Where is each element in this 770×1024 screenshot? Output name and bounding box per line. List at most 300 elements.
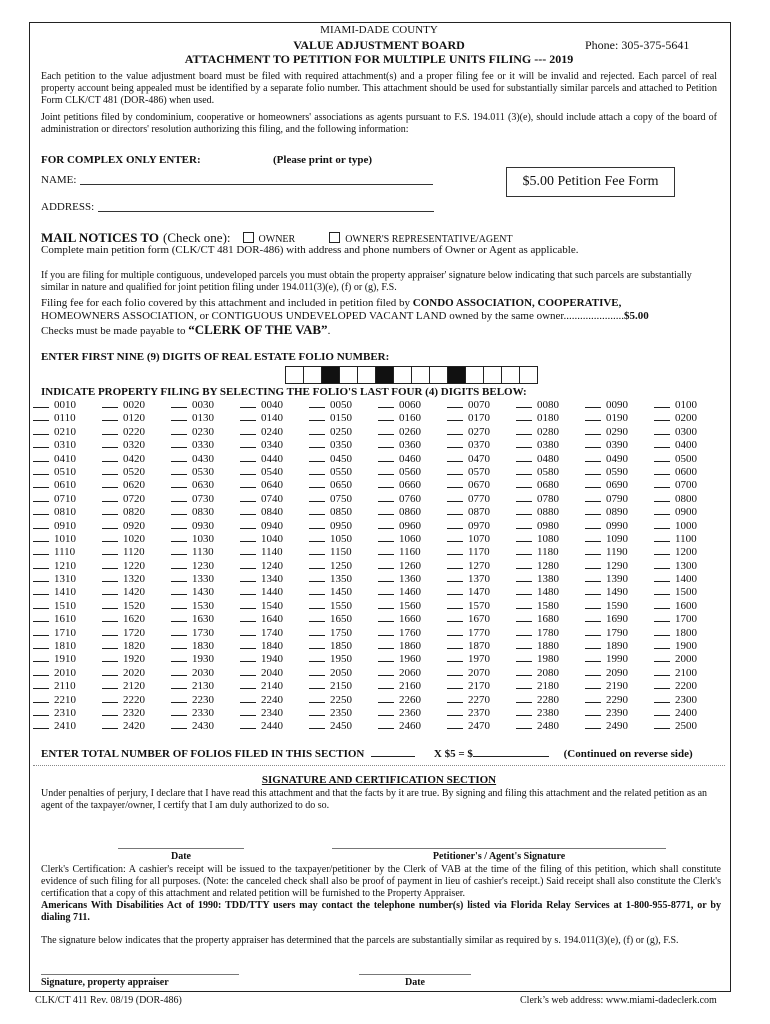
folio-option-blank[interactable] — [102, 466, 118, 475]
folio-option[interactable] — [33, 533, 102, 546]
folio-option-blank[interactable] — [378, 533, 394, 542]
folio-option[interactable] — [654, 426, 723, 439]
folio-option-blank[interactable] — [447, 412, 463, 421]
folio-option-blank[interactable] — [33, 493, 49, 502]
folio-option-blank[interactable] — [33, 453, 49, 462]
folio-option[interactable] — [102, 560, 171, 573]
folio-option[interactable] — [654, 533, 723, 546]
folio-option-blank[interactable] — [378, 560, 394, 569]
folio-option-blank[interactable] — [378, 466, 394, 475]
folio-option[interactable] — [378, 680, 447, 693]
folio-option-blank[interactable] — [240, 573, 256, 582]
total-amount-field[interactable] — [473, 747, 549, 757]
folio-option-blank[interactable] — [33, 720, 49, 729]
folio-option-blank[interactable] — [309, 707, 325, 716]
folio-option[interactable] — [447, 479, 516, 492]
folio-option-blank[interactable] — [654, 506, 670, 515]
folio-option[interactable] — [585, 533, 654, 546]
folio-option[interactable] — [654, 586, 723, 599]
folio-option[interactable] — [240, 546, 309, 559]
folio-option-blank[interactable] — [447, 613, 463, 622]
folio-option[interactable] — [516, 453, 585, 466]
folio-option-blank[interactable] — [240, 667, 256, 676]
folio-option[interactable] — [102, 426, 171, 439]
folio-option[interactable] — [240, 627, 309, 640]
folio-option[interactable] — [171, 466, 240, 479]
folio-option-blank[interactable] — [309, 533, 325, 542]
folio-option[interactable] — [171, 546, 240, 559]
folio-option[interactable] — [516, 640, 585, 653]
folio-option[interactable] — [585, 426, 654, 439]
folio-option[interactable] — [33, 506, 102, 519]
folio-option-blank[interactable] — [309, 573, 325, 582]
folio-option[interactable] — [240, 439, 309, 452]
folio-option[interactable] — [378, 707, 447, 720]
folio-option[interactable] — [171, 653, 240, 666]
folio-option[interactable] — [33, 667, 102, 680]
folio-option[interactable] — [585, 479, 654, 492]
folio-option-blank[interactable] — [447, 627, 463, 636]
folio-option[interactable] — [33, 439, 102, 452]
folio-option-blank[interactable] — [171, 479, 187, 488]
folio-option[interactable] — [171, 680, 240, 693]
folio-option-blank[interactable] — [447, 560, 463, 569]
folio-digit-box[interactable] — [411, 366, 430, 384]
folio-option[interactable] — [102, 694, 171, 707]
folio-option-blank[interactable] — [447, 439, 463, 448]
folio-option[interactable] — [309, 694, 378, 707]
folio-option[interactable] — [585, 680, 654, 693]
folio-option[interactable] — [447, 627, 516, 640]
folio-option[interactable] — [654, 680, 723, 693]
folio-option-blank[interactable] — [102, 720, 118, 729]
name-field[interactable] — [80, 184, 433, 185]
folio-option-blank[interactable] — [309, 412, 325, 421]
folio-option[interactable] — [378, 533, 447, 546]
folio-option[interactable] — [102, 546, 171, 559]
folio-option-blank[interactable] — [240, 399, 256, 408]
folio-option[interactable] — [171, 506, 240, 519]
folio-option[interactable] — [240, 707, 309, 720]
folio-option-blank[interactable] — [447, 720, 463, 729]
folio-option[interactable] — [585, 667, 654, 680]
folio-option[interactable] — [171, 520, 240, 533]
folio-digit-box[interactable] — [285, 366, 304, 384]
folio-option[interactable] — [585, 627, 654, 640]
folio-option-blank[interactable] — [378, 573, 394, 582]
folio-option[interactable] — [33, 546, 102, 559]
folio-option-blank[interactable] — [240, 707, 256, 716]
folio-option[interactable] — [378, 640, 447, 653]
folio-option-blank[interactable] — [240, 600, 256, 609]
folio-option[interactable] — [240, 466, 309, 479]
folio-option-blank[interactable] — [33, 426, 49, 435]
folio-option-blank[interactable] — [654, 493, 670, 502]
folio-option-blank[interactable] — [171, 520, 187, 529]
folio-option-blank[interactable] — [378, 426, 394, 435]
folio-option-blank[interactable] — [378, 640, 394, 649]
appraiser-signature-line[interactable] — [41, 974, 239, 975]
folio-option[interactable] — [171, 720, 240, 733]
folio-option-blank[interactable] — [171, 680, 187, 689]
folio-option[interactable] — [33, 479, 102, 492]
folio-option[interactable] — [102, 479, 171, 492]
folio-option[interactable] — [378, 613, 447, 626]
folio-option[interactable] — [654, 640, 723, 653]
folio-option-blank[interactable] — [654, 453, 670, 462]
folio-option-blank[interactable] — [33, 439, 49, 448]
folio-option-blank[interactable] — [102, 707, 118, 716]
folio-option[interactable] — [516, 439, 585, 452]
folio-option[interactable] — [171, 613, 240, 626]
folio-option-blank[interactable] — [516, 493, 532, 502]
folio-option[interactable] — [171, 426, 240, 439]
folio-option[interactable] — [447, 600, 516, 613]
folio-option-blank[interactable] — [33, 546, 49, 555]
folio-option-blank[interactable] — [516, 694, 532, 703]
folio-option-blank[interactable] — [309, 466, 325, 475]
folio-option-blank[interactable] — [378, 412, 394, 421]
folio-option[interactable] — [171, 453, 240, 466]
folio-option-blank[interactable] — [654, 466, 670, 475]
folio-option[interactable] — [654, 453, 723, 466]
folio-option[interactable] — [102, 399, 171, 412]
folio-option-blank[interactable] — [240, 586, 256, 595]
folio-option[interactable] — [447, 560, 516, 573]
folio-option-blank[interactable] — [378, 707, 394, 716]
petitioner-signature-line[interactable] — [332, 848, 666, 849]
folio-option-blank[interactable] — [171, 399, 187, 408]
folio-option[interactable] — [654, 546, 723, 559]
folio-option-blank[interactable] — [102, 680, 118, 689]
folio-option-blank[interactable] — [447, 667, 463, 676]
folio-option-blank[interactable] — [171, 613, 187, 622]
folio-option-blank[interactable] — [33, 412, 49, 421]
folio-option-blank[interactable] — [378, 694, 394, 703]
folio-option-blank[interactable] — [516, 560, 532, 569]
folio-option[interactable] — [102, 640, 171, 653]
folio-option[interactable] — [171, 493, 240, 506]
folio-option[interactable] — [585, 520, 654, 533]
folio-option-blank[interactable] — [240, 412, 256, 421]
folio-option[interactable] — [171, 479, 240, 492]
folio-option-blank[interactable] — [585, 667, 601, 676]
folio-option[interactable] — [240, 493, 309, 506]
folio-option[interactable] — [33, 680, 102, 693]
folio-option-blank[interactable] — [102, 694, 118, 703]
folio-option[interactable] — [309, 573, 378, 586]
folio-option-blank[interactable] — [654, 707, 670, 716]
folio-option-blank[interactable] — [33, 560, 49, 569]
folio-option-blank[interactable] — [654, 667, 670, 676]
folio-option[interactable] — [447, 613, 516, 626]
folio-option[interactable] — [447, 546, 516, 559]
folio-option-blank[interactable] — [378, 586, 394, 595]
folio-option-blank[interactable] — [585, 399, 601, 408]
folio-option[interactable] — [33, 707, 102, 720]
folio-option[interactable] — [654, 667, 723, 680]
folio-option-blank[interactable] — [447, 694, 463, 703]
folio-option[interactable] — [33, 412, 102, 425]
folio-option-blank[interactable] — [654, 653, 670, 662]
folio-option-blank[interactable] — [378, 627, 394, 636]
folio-option-blank[interactable] — [447, 573, 463, 582]
folio-option-blank[interactable] — [585, 520, 601, 529]
folio-digit-box[interactable] — [393, 366, 412, 384]
folio-option-blank[interactable] — [309, 627, 325, 636]
folio-option[interactable] — [585, 399, 654, 412]
folio-option-blank[interactable] — [516, 707, 532, 716]
folio-option-blank[interactable] — [585, 600, 601, 609]
folio-option[interactable] — [240, 586, 309, 599]
folio-option-blank[interactable] — [585, 453, 601, 462]
folio-option-blank[interactable] — [102, 613, 118, 622]
folio-option-blank[interactable] — [585, 613, 601, 622]
folio-option-blank[interactable] — [447, 493, 463, 502]
folio-option-blank[interactable] — [171, 412, 187, 421]
folio-option-blank[interactable] — [516, 466, 532, 475]
folio-option-blank[interactable] — [654, 399, 670, 408]
folio-option[interactable] — [447, 694, 516, 707]
folio-option-blank[interactable] — [516, 667, 532, 676]
folio-option[interactable] — [33, 560, 102, 573]
folio-option-blank[interactable] — [516, 506, 532, 515]
folio-option-blank[interactable] — [102, 506, 118, 515]
agent-checkbox[interactable] — [329, 232, 340, 243]
folio-option-blank[interactable] — [378, 653, 394, 662]
folio-option-blank[interactable] — [240, 680, 256, 689]
folio-option[interactable] — [33, 613, 102, 626]
folio-option[interactable] — [309, 439, 378, 452]
folio-option-blank[interactable] — [516, 546, 532, 555]
folio-option[interactable] — [33, 586, 102, 599]
folio-option-blank[interactable] — [309, 426, 325, 435]
folio-option-blank[interactable] — [240, 560, 256, 569]
folio-option-blank[interactable] — [654, 694, 670, 703]
folio-option-blank[interactable] — [585, 720, 601, 729]
folio-option-blank[interactable] — [240, 546, 256, 555]
folio-option-blank[interactable] — [447, 600, 463, 609]
folio-option-blank[interactable] — [654, 720, 670, 729]
folio-option[interactable] — [33, 453, 102, 466]
folio-option[interactable] — [585, 600, 654, 613]
folio-option[interactable] — [171, 707, 240, 720]
folio-option-blank[interactable] — [171, 573, 187, 582]
owner-checkbox[interactable] — [243, 232, 254, 243]
folio-option-blank[interactable] — [585, 546, 601, 555]
folio-option[interactable] — [240, 613, 309, 626]
folio-option-blank[interactable] — [516, 613, 532, 622]
folio-option[interactable] — [516, 680, 585, 693]
folio-option[interactable] — [171, 439, 240, 452]
folio-option[interactable] — [309, 453, 378, 466]
folio-option-blank[interactable] — [102, 573, 118, 582]
folio-option-blank[interactable] — [33, 627, 49, 636]
folio-option-blank[interactable] — [654, 412, 670, 421]
folio-option[interactable] — [240, 399, 309, 412]
folio-option[interactable] — [447, 707, 516, 720]
folio-option-blank[interactable] — [516, 640, 532, 649]
folio-option[interactable] — [309, 627, 378, 640]
folio-option[interactable] — [33, 493, 102, 506]
folio-option[interactable] — [240, 653, 309, 666]
folio-option[interactable] — [102, 573, 171, 586]
folio-option-blank[interactable] — [654, 627, 670, 636]
folio-option-blank[interactable] — [378, 613, 394, 622]
folio-option-blank[interactable] — [102, 533, 118, 542]
folio-option[interactable] — [378, 453, 447, 466]
folio-option[interactable] — [378, 560, 447, 573]
folio-option[interactable] — [516, 653, 585, 666]
folio-option-blank[interactable] — [378, 506, 394, 515]
folio-option-blank[interactable] — [654, 426, 670, 435]
folio-option[interactable] — [516, 560, 585, 573]
folio-option[interactable] — [33, 520, 102, 533]
folio-option[interactable] — [516, 506, 585, 519]
folio-option-blank[interactable] — [102, 627, 118, 636]
folio-option[interactable] — [171, 533, 240, 546]
folio-option[interactable] — [309, 680, 378, 693]
folio-option[interactable] — [378, 426, 447, 439]
folio-option-blank[interactable] — [171, 453, 187, 462]
folio-option-blank[interactable] — [516, 573, 532, 582]
folio-option[interactable] — [102, 707, 171, 720]
folio-option[interactable] — [447, 586, 516, 599]
folio-option[interactable] — [171, 667, 240, 680]
folio-option[interactable] — [654, 694, 723, 707]
folio-option-blank[interactable] — [516, 720, 532, 729]
folio-option-blank[interactable] — [102, 479, 118, 488]
folio-option-blank[interactable] — [33, 520, 49, 529]
folio-option-blank[interactable] — [516, 653, 532, 662]
folio-option[interactable] — [240, 533, 309, 546]
folio-digit-box[interactable] — [483, 366, 502, 384]
folio-option-blank[interactable] — [240, 479, 256, 488]
folio-option[interactable] — [447, 453, 516, 466]
folio-option-blank[interactable] — [447, 426, 463, 435]
folio-option-blank[interactable] — [516, 627, 532, 636]
folio-option-blank[interactable] — [585, 653, 601, 662]
folio-option-blank[interactable] — [33, 533, 49, 542]
folio-option-blank[interactable] — [102, 653, 118, 662]
folio-option[interactable] — [654, 720, 723, 733]
folio-option[interactable] — [171, 573, 240, 586]
folio-option[interactable] — [33, 399, 102, 412]
folio-option-blank[interactable] — [240, 533, 256, 542]
folio-option[interactable] — [171, 412, 240, 425]
folio-option[interactable] — [33, 627, 102, 640]
folio-option-blank[interactable] — [171, 653, 187, 662]
folio-option-blank[interactable] — [102, 640, 118, 649]
folio-option-blank[interactable] — [654, 600, 670, 609]
folio-option-blank[interactable] — [585, 560, 601, 569]
folio-option-blank[interactable] — [240, 493, 256, 502]
folio-option-blank[interactable] — [309, 520, 325, 529]
folio-option[interactable] — [171, 560, 240, 573]
folio-option[interactable] — [171, 399, 240, 412]
folio-option-blank[interactable] — [102, 399, 118, 408]
folio-option[interactable] — [102, 506, 171, 519]
folio-option[interactable] — [309, 520, 378, 533]
folio-option[interactable] — [516, 586, 585, 599]
folio-option[interactable] — [447, 493, 516, 506]
folio-option[interactable] — [516, 720, 585, 733]
folio-option[interactable] — [378, 506, 447, 519]
folio-option-blank[interactable] — [516, 439, 532, 448]
folio-option[interactable] — [516, 707, 585, 720]
folio-option-blank[interactable] — [516, 412, 532, 421]
folio-option[interactable] — [654, 506, 723, 519]
folio-option-blank[interactable] — [102, 546, 118, 555]
folio-option-blank[interactable] — [447, 586, 463, 595]
folio-option[interactable] — [447, 439, 516, 452]
folio-option[interactable] — [240, 506, 309, 519]
folio-option[interactable] — [654, 439, 723, 452]
folio-option-blank[interactable] — [171, 506, 187, 515]
folio-option-blank[interactable] — [585, 707, 601, 716]
folio-option-blank[interactable] — [309, 720, 325, 729]
folio-option-blank[interactable] — [447, 479, 463, 488]
folio-option-blank[interactable] — [171, 694, 187, 703]
folio-option[interactable] — [102, 453, 171, 466]
folio-option-blank[interactable] — [447, 453, 463, 462]
folio-option[interactable] — [33, 600, 102, 613]
folio-option-blank[interactable] — [240, 439, 256, 448]
folio-option-blank[interactable] — [309, 640, 325, 649]
folio-option-blank[interactable] — [171, 533, 187, 542]
folio-option[interactable] — [240, 600, 309, 613]
folio-option[interactable] — [309, 533, 378, 546]
folio-option[interactable] — [654, 627, 723, 640]
folio-option-blank[interactable] — [171, 546, 187, 555]
folio-digit-box[interactable] — [465, 366, 484, 384]
folio-option[interactable] — [309, 613, 378, 626]
folio-option-blank[interactable] — [447, 653, 463, 662]
folio-option-blank[interactable] — [516, 680, 532, 689]
folio-option[interactable] — [102, 466, 171, 479]
folio-option[interactable] — [378, 720, 447, 733]
folio-option-blank[interactable] — [171, 439, 187, 448]
folio-option[interactable] — [378, 600, 447, 613]
folio-option-blank[interactable] — [171, 600, 187, 609]
folio-option[interactable] — [516, 573, 585, 586]
folio-option[interactable] — [585, 466, 654, 479]
folio-option-blank[interactable] — [516, 600, 532, 609]
folio-option-blank[interactable] — [447, 707, 463, 716]
folio-option[interactable] — [102, 533, 171, 546]
folio-option-blank[interactable] — [447, 466, 463, 475]
folio-option[interactable] — [102, 439, 171, 452]
folio-option[interactable] — [102, 520, 171, 533]
folio-option[interactable] — [240, 667, 309, 680]
folio-option-blank[interactable] — [654, 573, 670, 582]
folio-option[interactable] — [240, 453, 309, 466]
folio-option[interactable] — [447, 466, 516, 479]
folio-option-blank[interactable] — [309, 667, 325, 676]
folio-option-blank[interactable] — [309, 479, 325, 488]
folio-option[interactable] — [654, 493, 723, 506]
folio-digit-box[interactable] — [501, 366, 520, 384]
folio-option-blank[interactable] — [447, 533, 463, 542]
folio-option[interactable] — [102, 613, 171, 626]
folio-option-blank[interactable] — [378, 399, 394, 408]
folio-option-blank[interactable] — [378, 493, 394, 502]
folio-option-blank[interactable] — [102, 412, 118, 421]
folio-option-blank[interactable] — [516, 586, 532, 595]
folio-option[interactable] — [585, 560, 654, 573]
folio-option[interactable] — [516, 546, 585, 559]
folio-option[interactable] — [378, 439, 447, 452]
